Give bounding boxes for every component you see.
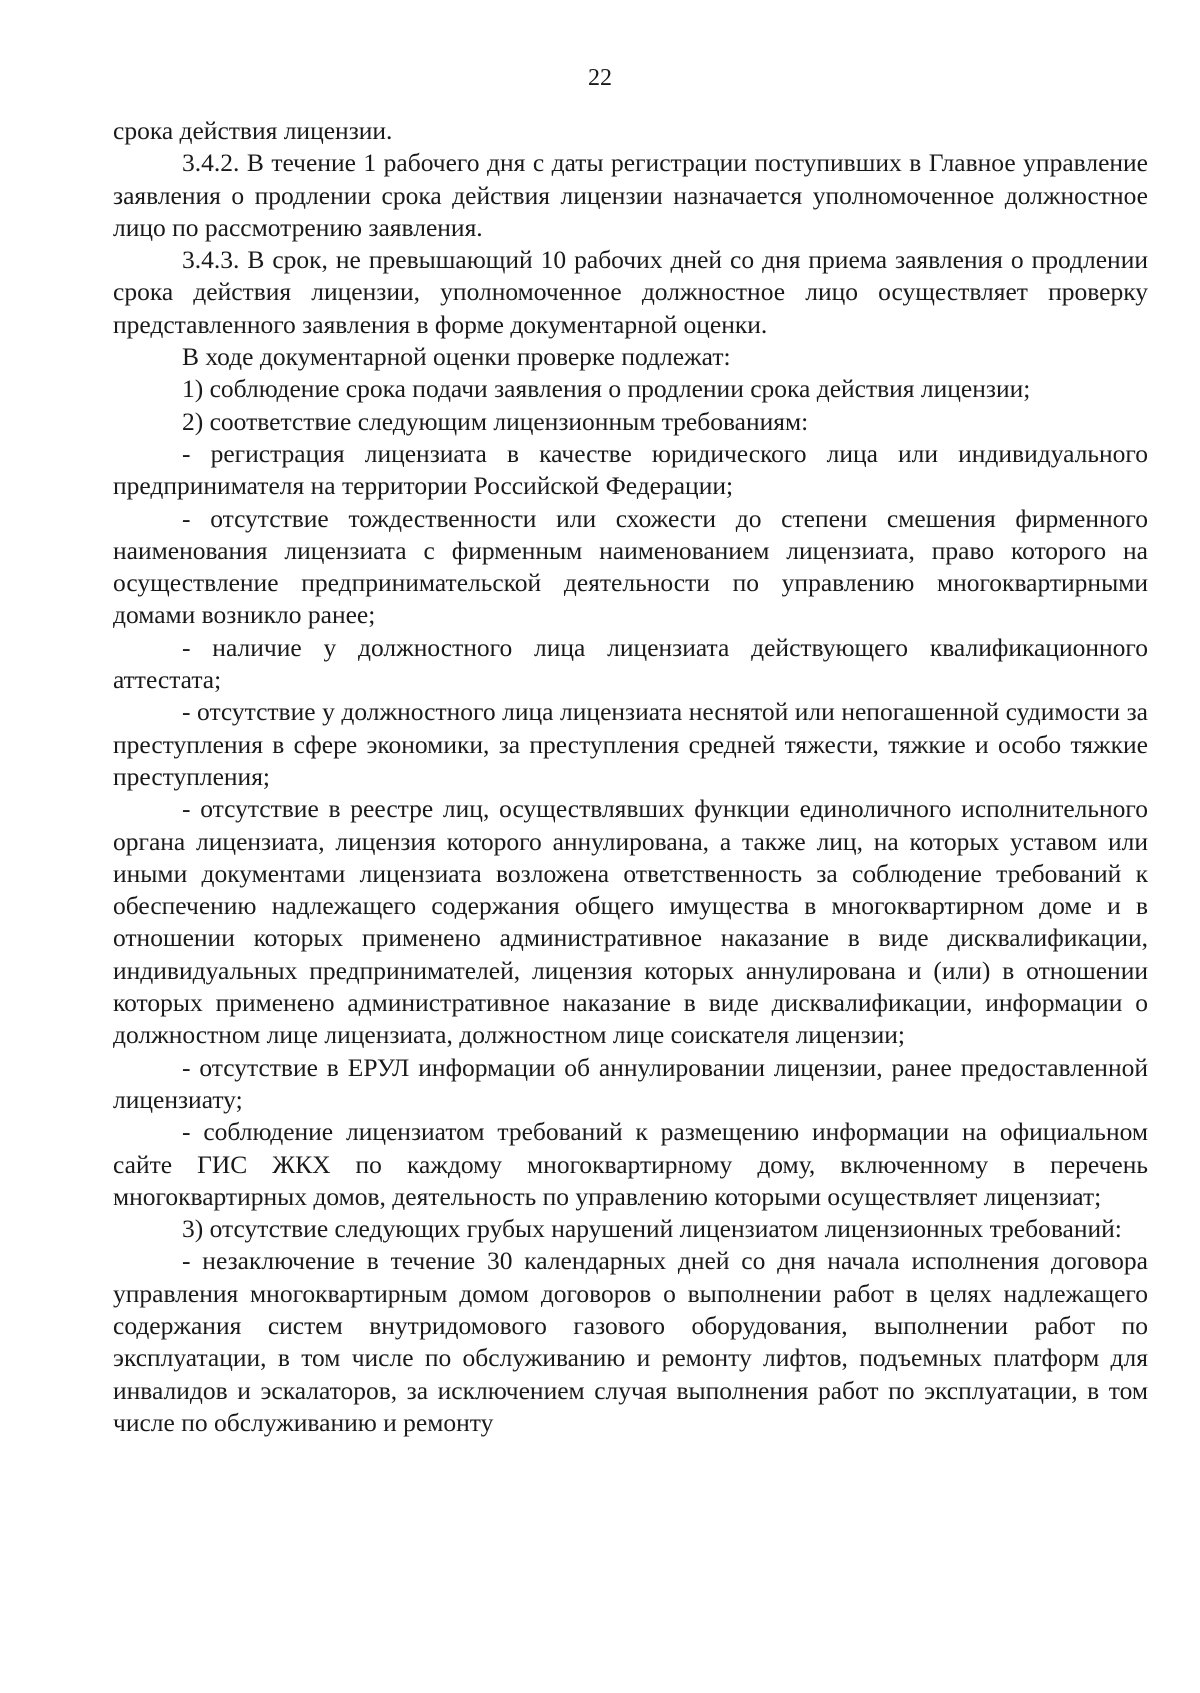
list-item-2: 2) соответствие следующим лицензионным требованиям: bbox=[182, 406, 809, 436]
requirement-gis-zhkh: - соблюдение лицензиатом требований к размещению информации на официальном сайте ГИС ЖКХ по каждому многоквартирному дому, включенному в перечень многоквартирных домов, деятельность по управлению которыми осуществляет лицензиат; bbox=[113, 1117, 1148, 1211]
paragraph-review-intro: В ходе документарной оценки проверке подлежат: bbox=[182, 342, 731, 372]
requirement-erul: - отсутствие в ЕРУЛ информации об аннулировании лицензии, ранее предоставленной лицензиату; bbox=[113, 1052, 1148, 1114]
paragraph-3-4-2: 3.4.2. В течение 1 рабочего дня с даты регистрации поступивших в Главное управление заявления о продлении срока действия лицензии назначается уполномоченное должностное лицо по рассмотрению заявления. bbox=[113, 148, 1148, 242]
page-number: 22 bbox=[588, 65, 612, 91]
paragraph-continuation: срока действия лицензии. bbox=[113, 116, 393, 145]
requirement-disqualification-registry: - отсутствие в реестре лиц, осуществлявших функции единоличного исполнительного органа лицензиата, лицензия которого аннулирована, а также лиц, на которых уставом или иными документами лицензиата возложена ответственность за соблюдение требований к обеспечению надлежащего содержания общего имущества в многоквартирном доме и в отношении которых применено административное наказание в виде дисквалификации, индивидуальных предпринимателей, лицензия которых аннулирована и (или) в отношении которых применено административное наказание в виде дисквалификации, информации о должностном лице лицензиата, должностном лице соискателя лицензии; bbox=[113, 794, 1148, 1050]
document-body bbox=[113, 115, 1148, 1439]
requirement-certificate: - наличие у должностного лица лицензиата действующего квалификационного аттестата; bbox=[113, 632, 1148, 695]
list-item-3: 3) отсутствие следующих грубых нарушений лицензиатом лицензионных требований: bbox=[182, 1214, 1122, 1244]
list-item-1: 1) соблюдение срока подачи заявления о продлении срока действия лицензии; bbox=[182, 374, 1031, 404]
violation-contracts: - незаключение в течение 30 календарных дней со дня начала исполнения договора управления многоквартирным домом договоров о выполнении работ в целях надлежащего содержания систем внутридомового газового оборудования, выполнении работ по эксплуатации, в том числе по обслуживанию и ремонту лифтов, подъемных платформ для инвалидов и эскалаторов, за исключением случая выполнения работ по эксплуатации, в том числе по обслуживанию и ремонту bbox=[113, 1246, 1148, 1437]
requirement-no-criminal-record: - отсутствие у должностного лица лицензиата неснятой или непогашенной судимости за преступления в сфере экономики, за преступления средней тяжести, тяжкие и особо тяжкие преступления; bbox=[113, 697, 1148, 791]
requirement-company-name: - отсутствие тождественности или схожести до степени смешения фирменного наименования лицензиата с фирменным наименованием лицензиата, право которого на осуществление предпринимательской деятельности по управлению многоквартирными домами возникло ранее; bbox=[113, 503, 1148, 630]
paragraph-3-4-3: 3.4.3. В срок, не превышающий 10 рабочих дней со дня приема заявления о продлении срока действия лицензии, уполномоченное должностное лицо осуществляет проверку представленного заявления в форме документарной оценки. bbox=[113, 245, 1148, 339]
requirement-registration: - регистрация лицензиата в качестве юридического лица или индивидуального предпринимателя на территории Российской Федерации; bbox=[113, 438, 1148, 501]
